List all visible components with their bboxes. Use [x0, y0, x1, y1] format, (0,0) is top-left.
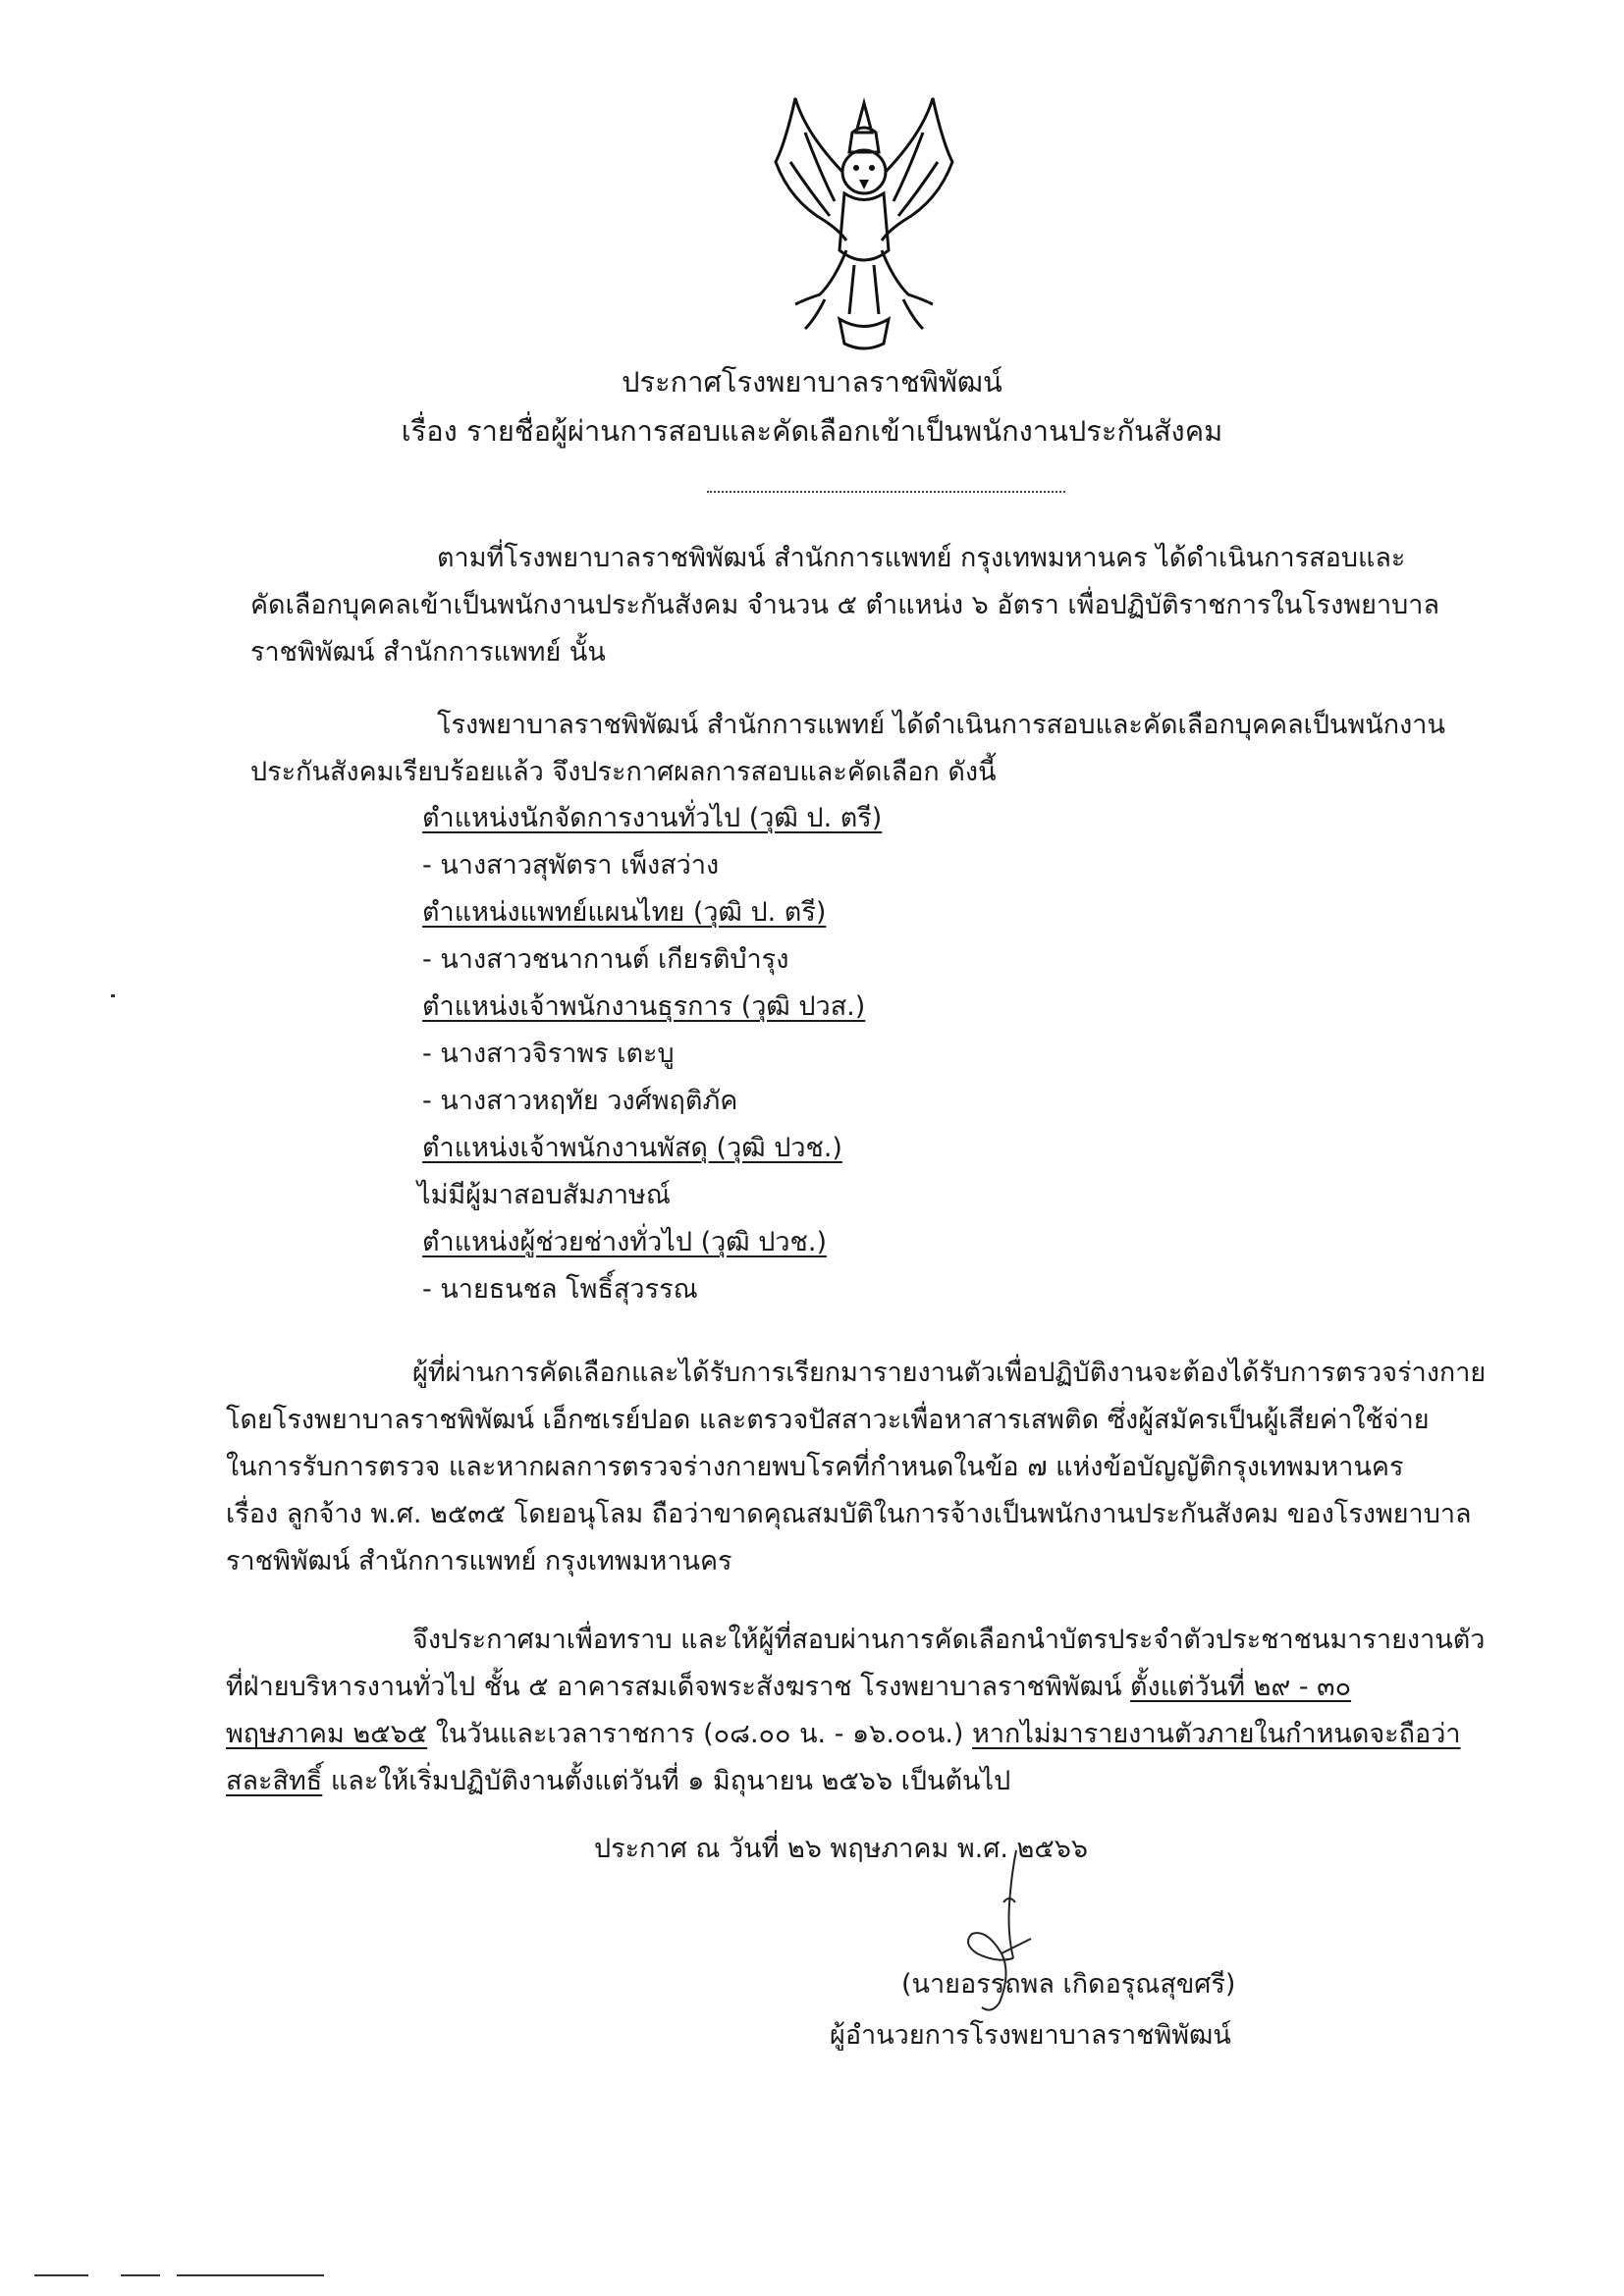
announce-date: ประกาศ ณ วันที่ ๒๖ พฤษภาคม พ.ศ. ๒๕๖๖	[594, 1834, 1089, 1864]
report-forfeit-text: สละสิทธิ์	[226, 1766, 323, 1796]
scan-mark	[121, 2274, 160, 2276]
conditions-line-5: ราชพิพัฒน์ สำนักการแพทย์ กรุงเทพมหานคร	[226, 1546, 732, 1576]
scan-mark	[34, 2274, 88, 2276]
signer-position: ผู้อำนวยการโรงพยาบาลราชพิพัฒน์	[830, 2020, 1231, 2051]
report-hours-text: ในวันและเวลาราชการ (๐๘.๐๐ น. - ๑๖.๐๐น.)	[427, 1719, 973, 1749]
dotted-divider	[707, 491, 1065, 493]
candidate-name: - นางสาวชนากานต์ เกียรติบำรุง	[422, 944, 789, 975]
report-line-4	[226, 1768, 1010, 1794]
scan-mark	[111, 994, 115, 997]
result-line-2: ประกันสังคมเรียบร้อยแล้ว จึงประกาศผลการสอบและคัดเลือก ดังนี้	[250, 757, 997, 787]
report-start-date-text: และให้เริ่มปฏิบัติงานตั้งแต่วันที่ ๑ มิถุนายน ๒๕๖๖ เป็นต้นไป	[322, 1766, 1011, 1796]
report-location-text: ที่ฝ่ายบริหารงานทั่วไป ชั้น ๕ อาคารสมเด็จพระสังฆราช โรงพยาบาลราชพิพัฒน์	[226, 1672, 1131, 1702]
position-title: ตำแหน่งผู้ช่วยช่างทั่วไป (วุฒิ ปวช.)	[422, 1227, 828, 1257]
position-title: ตำแหน่งเจ้าพนักงานธุรการ (วุฒิ ปวส.)	[422, 991, 866, 1022]
position-title: ตำแหน่งเจ้าพนักงานพัสดุ (วุฒิ ปวช.)	[422, 1133, 842, 1163]
report-line-2	[226, 1674, 1351, 1700]
announcement-subject: เรื่อง รายชื่อผู้ผ่านการสอบและคัดเลือกเข้าเป็นพนักงานประกันสังคม	[401, 414, 1223, 448]
report-month-year: พฤษภาคม ๒๕๖๕	[226, 1719, 428, 1749]
intro-line-3: ราชพิพัฒน์ สำนักการแพทย์ นั้น	[250, 637, 606, 667]
scan-mark	[177, 2274, 324, 2276]
candidate-name: - นางสาวจิราพร เตะบู	[422, 1039, 675, 1069]
conditions-line-4: เรื่อง ลูกจ้าง พ.ศ. ๒๕๓๕ โดยอนุโลม ถือว่าขาดคุณสมบัติในการจ้างเป็นพนักงานประกันสังคม ของโรงพยาบาล	[226, 1499, 1472, 1529]
announcement-title: ประกาศโรงพยาบาลราชพิพัฒน์	[622, 365, 1002, 399]
candidate-name: - นางสาวสุพัตรา เพ็งสว่าง	[422, 850, 720, 881]
position-title: ตำแหน่งนักจัดการงานทั่วไป (วุฒิ ป. ตรี)	[422, 803, 883, 833]
garuda-emblem-icon	[766, 93, 962, 358]
intro-line-1: ตามที่โรงพยาบาลราชพิพัฒน์ สำนักการแพทย์ กรุงเทพมหานคร ได้ดำเนินการสอบและ	[437, 543, 1406, 573]
intro-line-2: คัดเลือกบุคคลเข้าเป็นพนักงานประกันสังคม จำนวน ๕ ตำแหน่ง ๖ อัตรา เพื่อปฏิบัติราชการในโรงพยาบาล	[250, 590, 1439, 620]
report-deadline-warning: หากไม่มารายงานตัวภายในกำหนดจะถือว่า	[972, 1719, 1461, 1749]
conditions-line-3: ในการรับการตรวจ และหากผลการตรวจร่างกายพบโรคที่กำหนดในข้อ ๗ แห่งข้อบัญญัติกรุงเทพมหานคร	[226, 1452, 1404, 1482]
signer-name: (นายอรรถพล เกิดอรุณสุขศรี)	[901, 1969, 1236, 2000]
position-title: ตำแหน่งแพทย์แผนไทย (วุฒิ ป. ตรี)	[422, 897, 827, 928]
candidate-name: - นางสาวหฤทัย วงศ์พฤติภัค	[422, 1086, 738, 1116]
result-line-1: โรงพยาบาลราชพิพัฒน์ สำนักการแพทย์ ได้ดำเนินการสอบและคัดเลือกบุคคลเป็นพนักงาน	[437, 710, 1445, 740]
candidate-name: - นายธนชล โพธิ์สุวรรณ	[422, 1274, 698, 1305]
report-line-1: จึงประกาศมาเพื่อทราบ และให้ผู้ที่สอบผ่านการคัดเลือกนำบัตรประจำตัวประชาชนมารายงานตัว	[412, 1625, 1486, 1655]
conditions-line-2: โดยโรงพยาบาลราชพิพัฒน์ เอ็กซเรย์ปอด และตรวจปัสสาวะเพื่อหาสารเสพติด ซึ่งผู้สมัครเป็นผู้เสียค่าใช้จ่าย	[226, 1405, 1430, 1435]
report-date-range: ตั้งแต่วันที่ ๒๙ - ๓๐	[1130, 1672, 1352, 1702]
conditions-line-1: ผู้ที่ผ่านการคัดเลือกและได้รับการเรียกมารายงานตัวเพื่อปฏิบัติงานจะต้องได้รับการตรวจร่างกาย	[412, 1358, 1487, 1388]
report-line-3	[226, 1721, 1461, 1747]
no-candidate-note: ไม่มีผู้มาสอบสัมภาษณ์	[417, 1180, 671, 1210]
